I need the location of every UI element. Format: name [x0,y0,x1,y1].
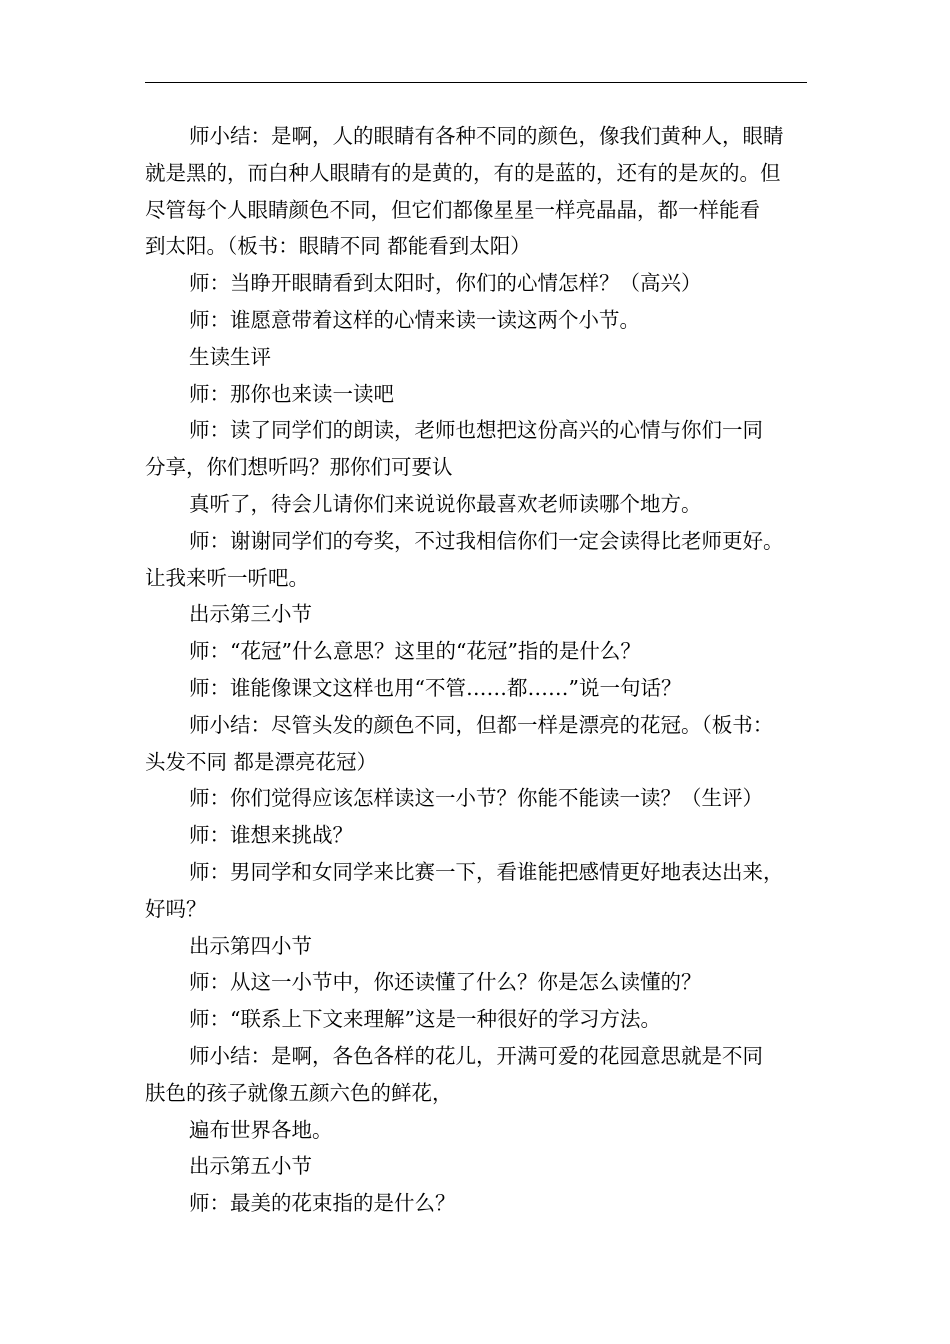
text-line: 师：谢谢同学们的夸奖，不过我相信你们一定会读得比老师更好。 [189,528,784,553]
text-line: 师：“联系上下文来理解”这是一种很好的学习方法。 [189,1007,661,1032]
text-line: 师小结：是啊，人的眼睛有各种不同的颜色，像我们黄种人，眼睛 [189,124,784,148]
text-line: 师小结：是啊，各色各样的花儿，开满可爱的花园意思就是不同 [189,1043,763,1068]
text-line: 师：谁能像课文这样也用“不管……都……”说一句话？ [189,675,682,700]
text-line: 师：“花冠”什么意思？这里的“花冠”指的是什么？ [189,639,641,664]
text-line: 肤色的孩子就像五颜六色的鲜花， [145,1080,453,1105]
text-line: 师小结：尽管头发的颜色不同，但都一样是漂亮的花冠。（板书： [189,712,774,737]
text-line: 头发不同 都是漂亮花冠） [145,749,378,774]
text-line: 师：你们觉得应该怎样读这一小节？你能不能读一读？（生评） [189,786,763,811]
text-line: 出示第三小节 [189,602,312,627]
text-line: 师：男同学和女同学来比赛一下，看谁能把感情更好地表达出来， [189,859,784,884]
text-line: 师：谁愿意带着这样的心情来读一读这两个小节。 [189,307,640,332]
text-line: 师：最美的花束指的是什么？ [189,1191,456,1216]
text-line: 遍布世界各地。 [189,1117,333,1142]
document-body [145,118,807,1222]
text-line: 出示第四小节 [189,933,312,958]
text-line: 师：从这一小节中，你还读懂了什么？你是怎么读懂的？ [189,970,702,995]
header-rule [145,82,807,83]
text-line: 让我来听一听吧。 [145,565,309,590]
text-line: 就是黑的，而白种人眼睛有的是黄的，有的是蓝的，还有的是灰的。但 [145,160,781,185]
text-line: 生读生评 [189,344,271,369]
text-line: 出示第五小节 [189,1154,312,1179]
text-line: 真听了，待会儿请你们来说说你最喜欢老师读哪个地方。 [189,491,702,516]
text-line: 师：当睁开眼睛看到太阳时，你们的心情怎样？（高兴） [189,271,702,296]
text-line: 师：那你也来读一读吧 [189,381,394,406]
text-line: 师：谁想来挑战？ [189,823,353,848]
text-line: 到太阳。（板书：眼睛不同 都能看到太阳） [145,234,531,259]
text-line: 尽管每个人眼睛颜色不同，但它们都像星星一样亮晶晶，都一样能看 [145,197,760,222]
text-line: 好吗？ [145,896,207,921]
text-line: 分享，你们想听吗？那你们可要认 [145,455,453,480]
text-line: 师：读了同学们的朗读，老师也想把这份高兴的心情与你们一同 [189,418,763,443]
